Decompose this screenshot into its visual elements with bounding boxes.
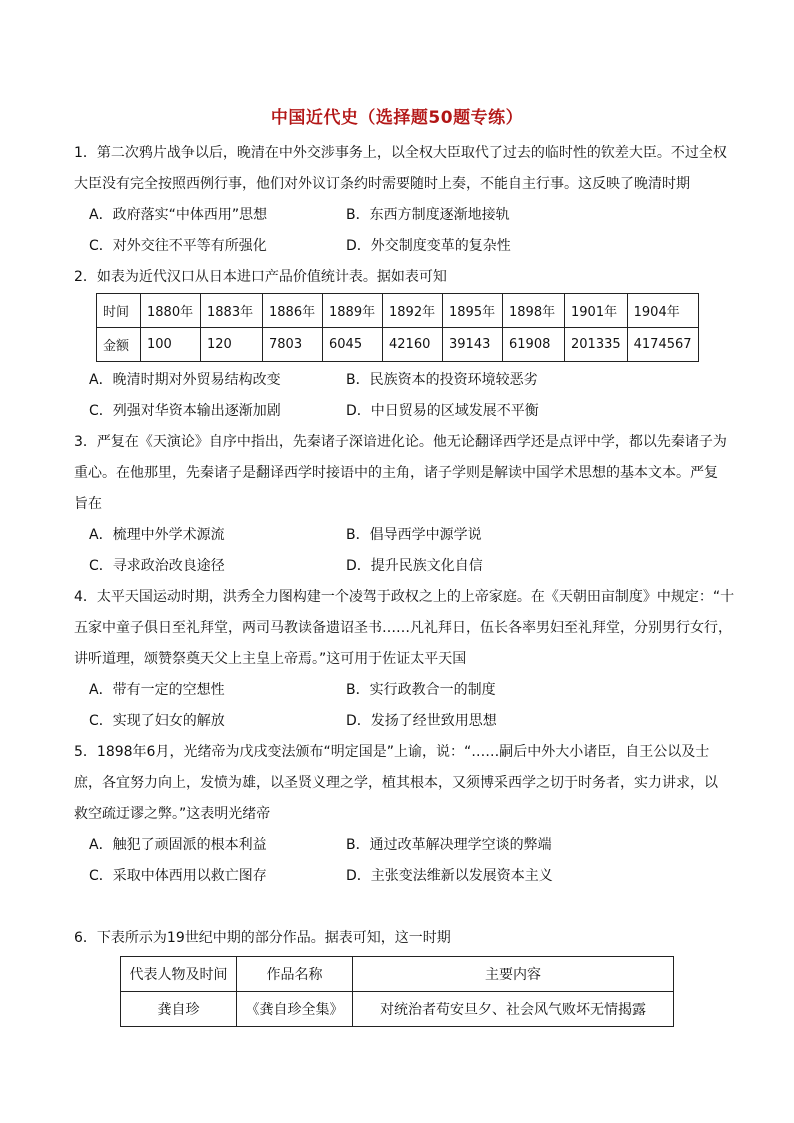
- trade-value-table: [96, 293, 699, 362]
- q4-stem-line-3: 讲听道理，颂赞祭奠天父上主皇上帝焉。”这可用于佐证太平天国: [74, 651, 467, 667]
- q1-option-c: C．对外交往不平等有所强化: [89, 238, 267, 254]
- table-cell: 1886年: [263, 294, 323, 328]
- table-cell: 42160: [383, 328, 443, 362]
- q5-option-d: D．主张变法维新以发展资本主义: [346, 868, 553, 884]
- q2-option-d: D．中日贸易的区域发展不平衡: [346, 403, 539, 419]
- q3-stem-line-1: 3．严复在《天演论》自序中指出，先秦诸子深谙进化论。他无论翻译西学还是点评中学，都以先秦诸子为: [74, 434, 727, 450]
- q3-option-b: B．倡导西学中源学说: [346, 527, 482, 543]
- table-cell: 时间: [97, 294, 141, 328]
- q4-stem-line-2: 五家中童子俱日至礼拜堂，两司马教读备遗诏圣书……凡礼拜日，伍长各率男妇至礼拜堂，分别男行女行，: [74, 620, 732, 636]
- table-cell: 1880年: [141, 294, 201, 328]
- table-cell: 1892年: [383, 294, 443, 328]
- table-cell: 39143: [443, 328, 503, 362]
- q5-option-c: C．采取中体西用以救亡图存: [89, 868, 267, 884]
- table-cell: 对统治者苟安旦夕、社会风气败坏无情揭露: [353, 992, 674, 1027]
- table-row: [97, 328, 699, 362]
- q3-option-d: D．提升民族文化自信: [346, 558, 483, 574]
- q1-option-b: B．东西方制度逐渐地接轨: [346, 207, 510, 223]
- q1-option-a: A．政府落实“中体西用”思想: [89, 207, 268, 223]
- table-cell: 代表人物及时间: [121, 957, 237, 992]
- table-cell: 100: [141, 328, 201, 362]
- table-cell: 120: [201, 328, 263, 362]
- q4-option-b: B．实行政教合一的制度: [346, 682, 496, 698]
- table-cell: 1895年: [443, 294, 503, 328]
- q4-option-a: A．带有一定的空想性: [89, 682, 225, 698]
- q2-option-c: C．列强对华资本输出逐渐加剧: [89, 403, 281, 419]
- table-cell: 《龚自珍全集》: [237, 992, 353, 1027]
- table-cell: 6045: [323, 328, 383, 362]
- table-cell: 1901年: [565, 294, 628, 328]
- q5-stem-line-3: 救空疏迂谬之弊。”这表明光绪帝: [74, 806, 271, 822]
- q3-option-a: A．梳理中外学术源流: [89, 527, 225, 543]
- q1-option-d: D．外交制度变革的复杂性: [346, 238, 511, 254]
- q1-stem-line-1: 1．第二次鸦片战争以后，晚清在中外交涉事务上，以全权大臣取代了过去的临时性的钦差大臣。不过全权: [74, 145, 727, 161]
- q5-option-b: B．通过改革解决理学空谈的弊端: [346, 837, 552, 853]
- table-cell: 201335: [565, 328, 628, 362]
- table-cell: 1889年: [323, 294, 383, 328]
- table-cell: 61908: [503, 328, 565, 362]
- q1-stem-line-2: 大臣没有完全按照西例行事，他们对外议订条约时需要随时上奏，不能自主行事。这反映了晚清时期: [74, 176, 690, 192]
- table-cell: 1904年: [627, 294, 698, 328]
- q4-stem-line-1: 4．太平天国运动时期，洪秀全力图构建一个凌驾于政权之上的上帝家庭。在《天朝田亩制度》中规定：“十: [74, 589, 735, 605]
- works-table: [120, 956, 674, 1027]
- table-cell: 作品名称: [237, 957, 353, 992]
- q2-stem-line-1: 2．如表为近代汉口从日本进口产品价值统计表。据如表可知: [74, 269, 447, 285]
- q2-option-b: B．民族资本的投资环境较恶劣: [346, 372, 538, 388]
- q5-stem-line-2: 庶，各宜努力向上，发愤为雄，以圣贤义理之学，植其根本，又须博采西学之切于时务者，实力讲求，以: [74, 775, 718, 791]
- q3-option-c: C．寻求政治改良途径: [89, 558, 225, 574]
- table-cell: 4174567: [627, 328, 698, 362]
- q4-option-c: C．实现了妇女的解放: [89, 713, 225, 729]
- page-title: 中国近代史（选择题50题专练）: [270, 108, 524, 128]
- table-cell: 1883年: [201, 294, 263, 328]
- q2-option-a: A．晚清时期对外贸易结构改变: [89, 372, 281, 388]
- table-cell: 金额: [97, 328, 141, 362]
- q5-stem-line-1: 5．1898年6月，光绪帝为戊戌变法颁布“明定国是”上谕，说：“……嗣后中外大小诸臣，自王公以及士: [74, 744, 710, 760]
- table-cell: 1898年: [503, 294, 565, 328]
- q5-option-a: A．触犯了顽固派的根本利益: [89, 837, 267, 853]
- table-row: [121, 992, 674, 1027]
- table-cell: 龚自珍: [121, 992, 237, 1027]
- table-row: [121, 957, 674, 992]
- table-row: [97, 294, 699, 328]
- table-cell: 7803: [263, 328, 323, 362]
- q6-stem-line-1: 6．下表所示为19世纪中期的部分作品。据表可知，这一时期: [74, 930, 451, 946]
- q3-stem-line-3: 旨在: [74, 496, 102, 512]
- q3-stem-line-2: 重心。在他那里，先秦诸子是翻译西学时接语中的主角，诸子学则是解读中国学术思想的基本文本。严复: [74, 465, 718, 481]
- q4-option-d: D．发扬了经世致用思想: [346, 713, 497, 729]
- table-cell: 主要内容: [353, 957, 674, 992]
